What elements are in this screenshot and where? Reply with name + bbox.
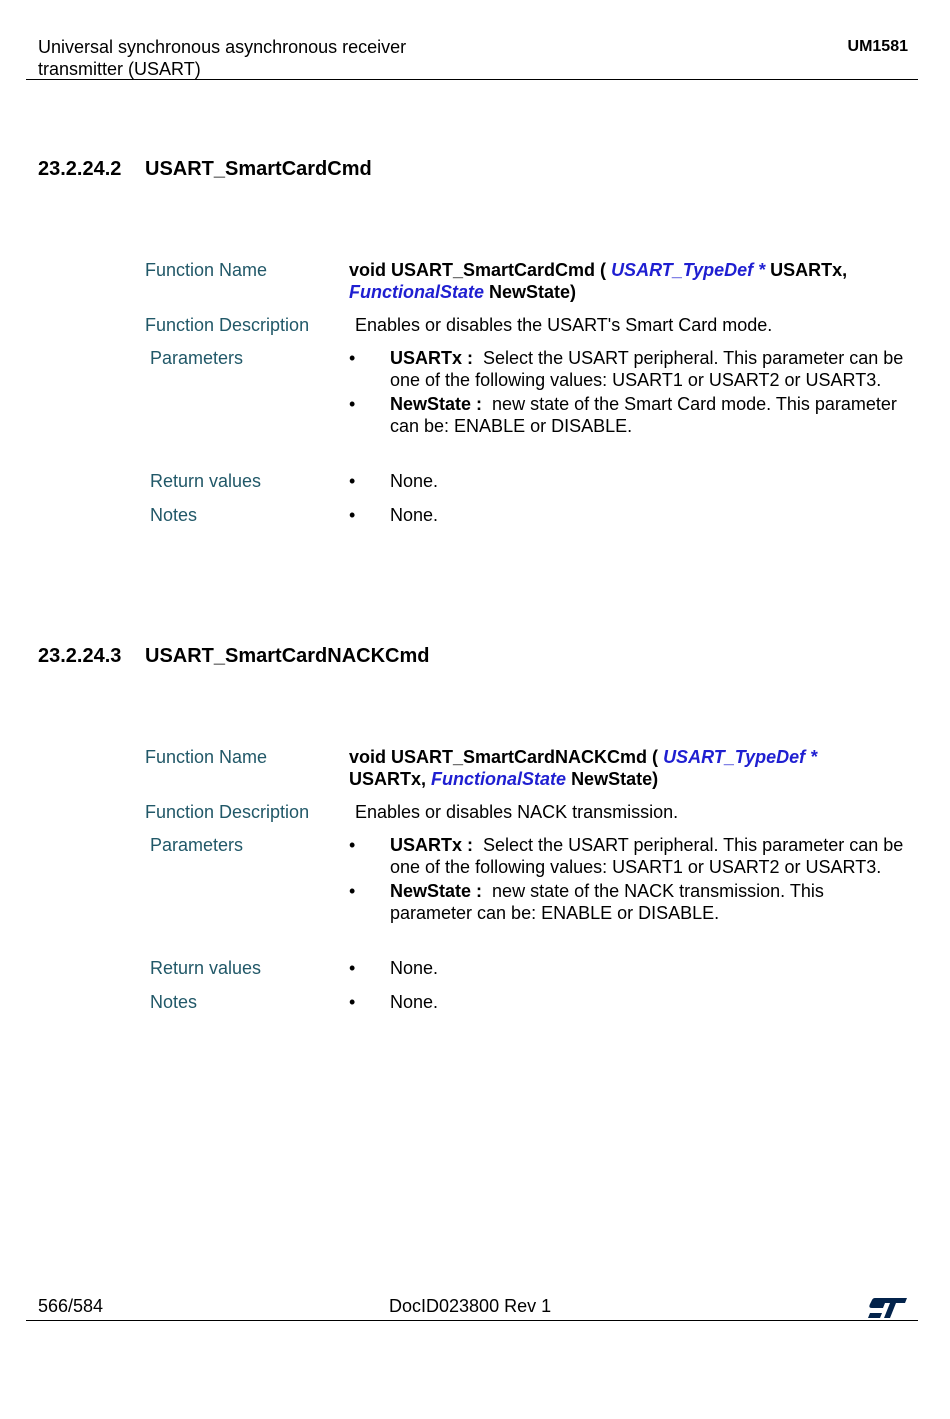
return-value-text: None. [390, 471, 439, 491]
return-values-label: Return values [150, 958, 262, 978]
param-text: new state of the Smart Card mode. This parameter can be: ENABLE or DISABLE. [390, 394, 897, 436]
bullet-icon: • [349, 505, 356, 525]
bullet-icon: • [349, 471, 356, 491]
header-title-line2: transmitter (USART) [38, 59, 201, 79]
list-item [349, 991, 909, 1013]
param-name: NewState : [390, 881, 483, 901]
bullet-icon: • [349, 881, 356, 901]
notes-label: Notes [150, 992, 198, 1012]
header-title-line1: Universal synchronous asynchronous receiver [38, 37, 407, 57]
notes-list [349, 991, 909, 1015]
list-item [349, 504, 909, 526]
return-values-list [349, 470, 909, 494]
list-item [349, 957, 909, 979]
bullet-icon: • [349, 835, 356, 855]
list-item [349, 347, 909, 391]
signature-arg1: USARTx, [349, 769, 427, 789]
bullet-icon: • [349, 992, 356, 1012]
function-signature [349, 746, 909, 790]
parameters-label: Parameters [150, 348, 244, 368]
list-item [349, 834, 909, 878]
function-description-label: Function Description [145, 315, 310, 335]
param-text: Select the USART peripheral. This parameter can be one of the following values: USART1 or USART2 or USART3. [390, 835, 904, 877]
parameters-label: Parameters [150, 835, 244, 855]
header-doc-code: UM1581 [847, 38, 908, 55]
bullet-icon: • [349, 394, 356, 414]
return-value-text: None. [390, 958, 439, 978]
section-number: 23.2.24.3 [38, 645, 122, 667]
page-number: 566/584 [38, 1296, 104, 1316]
signature-arg1: USARTx, [770, 260, 848, 280]
header-title [38, 36, 538, 80]
section-heading [38, 645, 429, 668]
signature-arg2: NewState) [571, 769, 659, 789]
function-description: Enables or disables NACK transmission. [355, 802, 679, 822]
return-values-list [349, 957, 909, 981]
param-text: Select the USART peripheral. This parameter can be one of the following values: USART1 or USART2 or USART3. [390, 348, 904, 390]
section-title: USART_SmartCardCmd [145, 158, 372, 180]
doc-id: DocID023800 Rev 1 [389, 1296, 552, 1316]
type-link-functionalstate[interactable]: FunctionalState [431, 769, 567, 789]
st-logo-icon [866, 1296, 908, 1320]
param-text: new state of the NACK transmission. This parameter can be: ENABLE or DISABLE. [390, 881, 824, 923]
param-name: USARTx : [390, 348, 474, 368]
bullet-icon: • [349, 958, 356, 978]
param-name: NewState : [390, 394, 483, 414]
function-description: Enables or disables the USART's Smart Card mode. [355, 315, 773, 335]
section-number: 23.2.24.2 [38, 158, 122, 180]
parameters-list [349, 834, 909, 926]
type-link-usart-typedef[interactable]: USART_TypeDef * [611, 260, 766, 280]
type-link-usart-typedef[interactable]: USART_TypeDef * [663, 747, 818, 767]
signature-prefix: void USART_SmartCardCmd ( [349, 260, 607, 280]
signature-prefix: void USART_SmartCardNACKCmd ( [349, 747, 659, 767]
function-name-label: Function Name [145, 260, 268, 280]
param-name: USARTx : [390, 835, 474, 855]
notes-label: Notes [150, 505, 198, 525]
notes-text: None. [390, 992, 439, 1012]
section-heading [38, 158, 372, 181]
list-item [349, 470, 909, 492]
list-item [349, 880, 909, 924]
function-description-label: Function Description [145, 802, 310, 822]
header-divider [26, 79, 918, 80]
section-title: USART_SmartCardNACKCmd [145, 645, 430, 667]
notes-text: None. [390, 505, 439, 525]
return-values-label: Return values [150, 471, 262, 491]
notes-list [349, 504, 909, 528]
list-item [349, 393, 909, 437]
function-signature [349, 259, 909, 303]
footer-divider [26, 1320, 918, 1321]
signature-arg2: NewState) [489, 282, 577, 302]
parameters-list [349, 347, 909, 439]
type-link-functionalstate[interactable]: FunctionalState [349, 282, 485, 302]
function-name-label: Function Name [145, 747, 268, 767]
bullet-icon: • [349, 348, 356, 368]
